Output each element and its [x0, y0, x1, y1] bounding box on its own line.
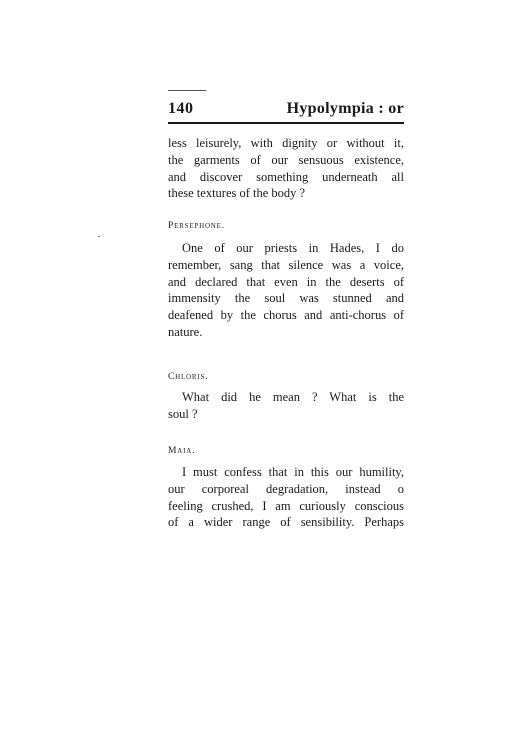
text-line: What did he mean ? What is the: [182, 390, 404, 404]
text-line: One of our priests in Hades, I do: [182, 241, 404, 255]
text-line: these textures of the body ?: [168, 186, 306, 201]
text-line: the garments of our sensuous existence,: [168, 152, 404, 167]
book-page: [168, 0, 406, 756]
speaker-maia: Maia.: [168, 446, 196, 456]
passage-maia: [168, 464, 404, 531]
passage-chloris: [168, 389, 404, 423]
running-title: Hypolympia : or: [286, 100, 404, 117]
top-rule: [168, 90, 206, 91]
text-line: immensity the soul was stunned and: [168, 291, 404, 306]
page-number: 140: [168, 100, 194, 117]
text-line: of a wider range of sensibility. Perhaps: [168, 515, 404, 530]
text-line: I must confess that in this our humility,: [182, 465, 404, 479]
text-line: and discover something underneath all: [168, 169, 404, 184]
text-line: soul ?: [168, 406, 198, 421]
text-line: less leisurely, with dignity or without it,: [168, 136, 404, 150]
text-line: feeling crushed, I am curiously conscious: [168, 498, 404, 513]
text-line: our corporeal degradation, instead o: [168, 481, 404, 496]
passage-persephone: [168, 240, 404, 341]
speaker-chloris: Chloris.: [168, 372, 209, 382]
speaker-persephone: Persephone.: [168, 221, 225, 231]
text-line: nature.: [168, 324, 203, 339]
text-line: and declared that even in the deserts of: [168, 274, 404, 289]
text-line: deafened by the chorus and anti-chorus of: [168, 308, 404, 323]
text-line: remember, sang that silence was a voice,: [168, 257, 404, 272]
page-header: [168, 96, 404, 124]
scan-speck: [98, 236, 100, 237]
passage-continuation: [168, 135, 404, 202]
